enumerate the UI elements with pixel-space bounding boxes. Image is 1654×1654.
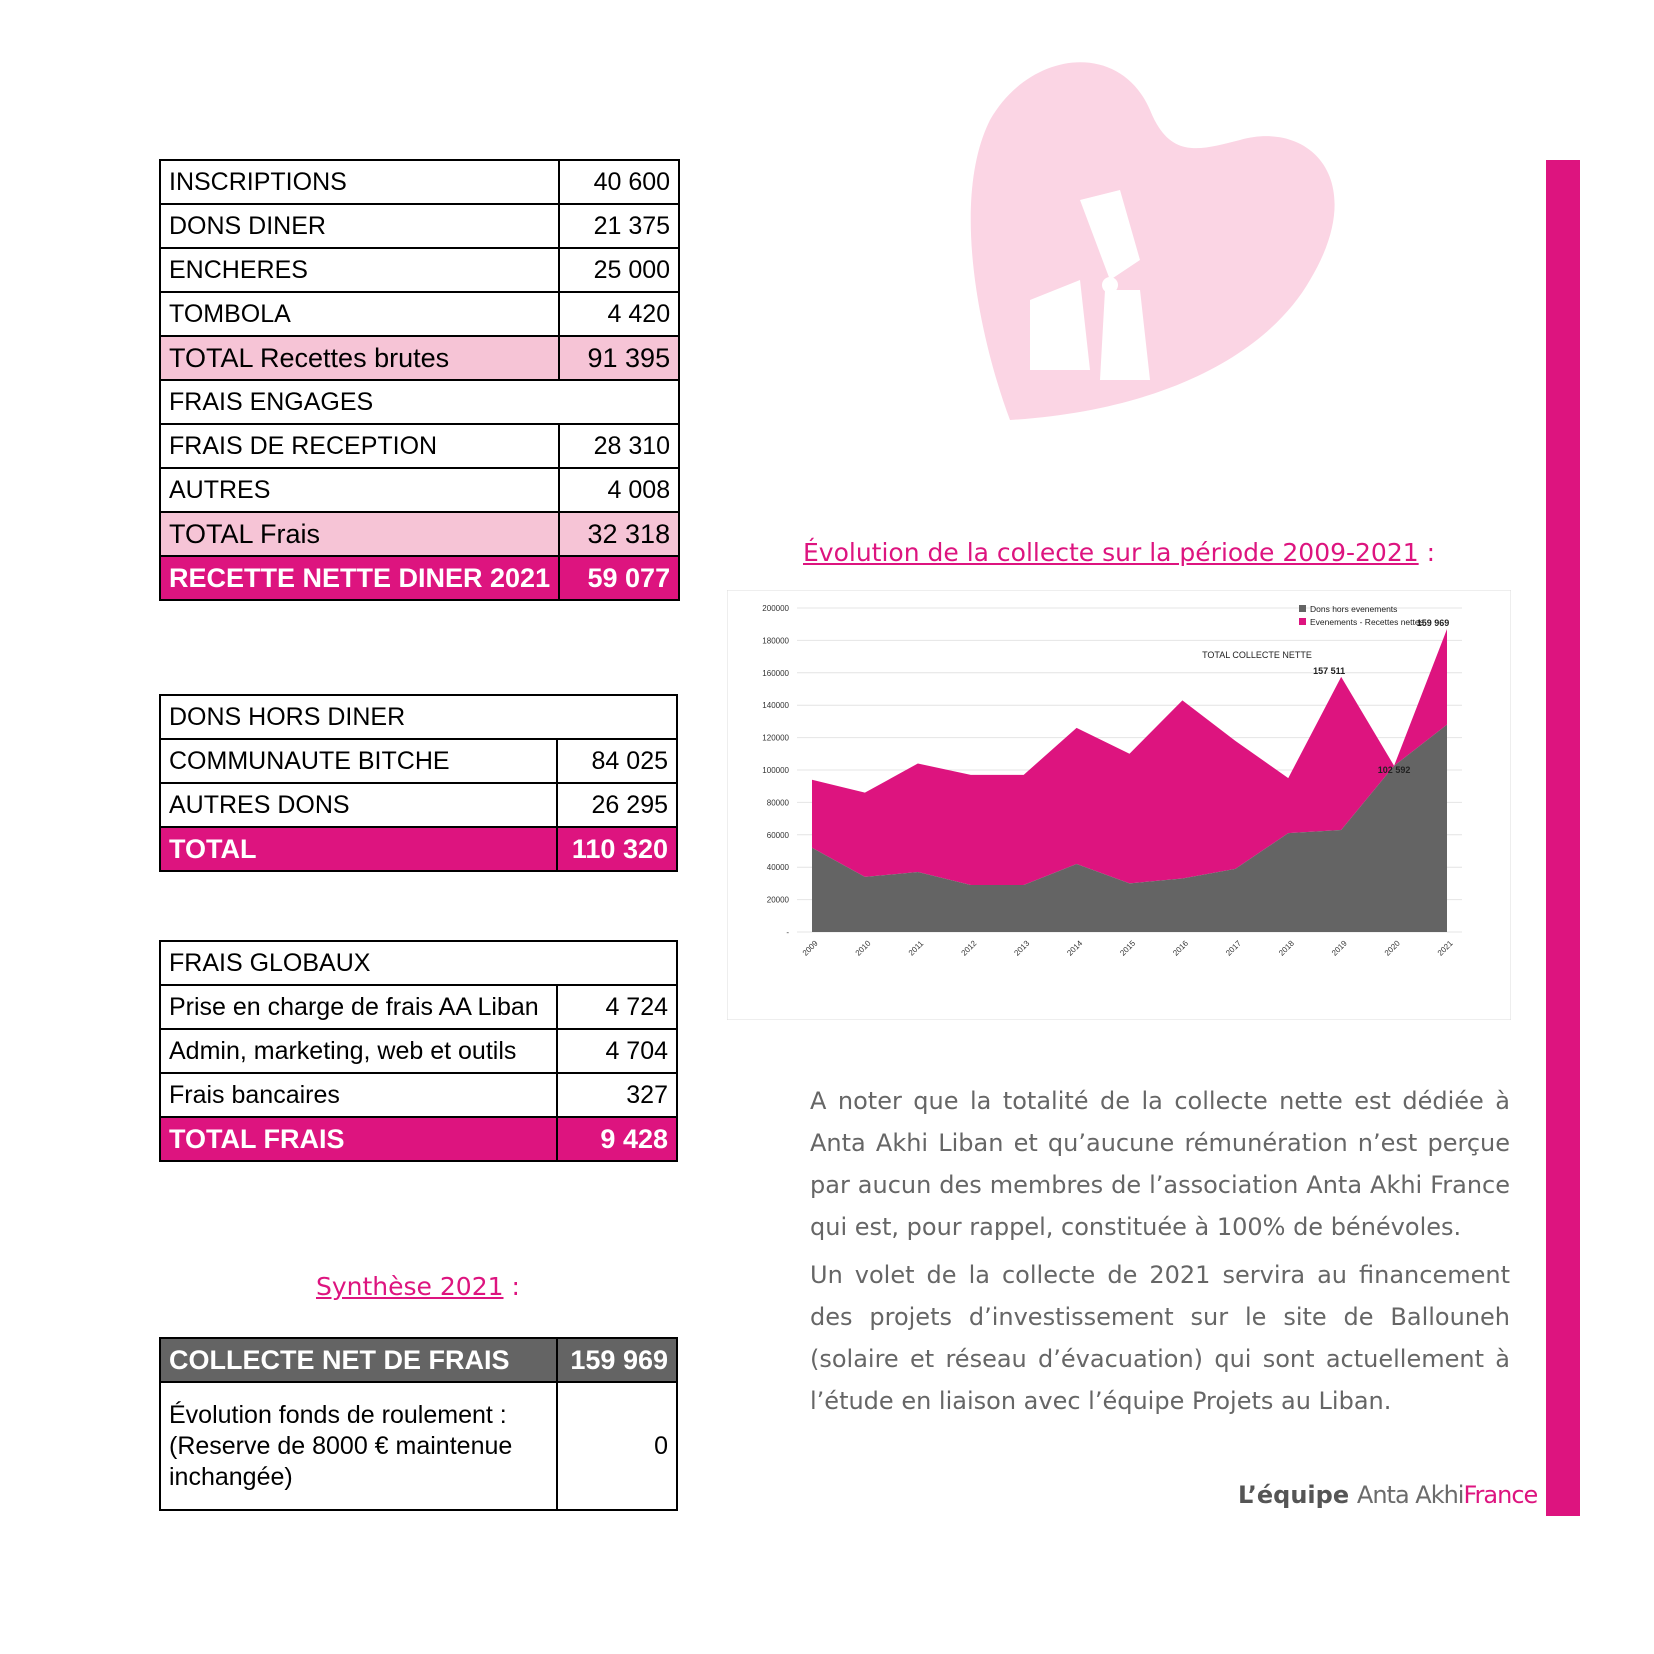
note-paragraph: A noter que la totalité de la collecte nette est dédiée à Anta Akhi Liban et qu’aucune rémunération n’est perçue par aucun des membres de l’association Anta Akhi France qui est, pour rappel, constituée à 100% de bénévoles. xyxy=(810,1087,1510,1241)
table-row xyxy=(160,204,679,248)
row-label: ENCHERES xyxy=(160,248,559,292)
synthese-title-suffix: : xyxy=(503,1272,520,1301)
section-header-row xyxy=(160,941,677,985)
data-label: 159 969 xyxy=(1416,618,1450,629)
legend-label: Dons hors evenements xyxy=(1310,604,1398,614)
x-tick-label: 2016 xyxy=(1171,938,1191,958)
y-tick-label: 200000 xyxy=(762,604,789,613)
synthese-table xyxy=(159,1337,678,1511)
row-value: 9 428 xyxy=(557,1117,677,1161)
chart-section-title-suffix: : xyxy=(1418,538,1436,567)
y-tick-label: 100000 xyxy=(762,766,789,775)
table-row xyxy=(160,292,679,336)
x-tick-label: 2012 xyxy=(959,938,979,958)
y-tick-label: 80000 xyxy=(766,798,789,808)
dons-hors-diner-table xyxy=(159,694,678,872)
section-header-row xyxy=(160,695,677,739)
y-tick-label: 120000 xyxy=(762,733,789,743)
x-tick-label: 2013 xyxy=(1012,938,1032,958)
row-value: 26 295 xyxy=(557,783,677,827)
section-header: FRAIS GLOBAUX xyxy=(160,941,677,985)
row-value: 84 025 xyxy=(557,739,677,783)
chart-section-title-text: Évolution de la collecte sur la période 2009-2021 xyxy=(803,538,1419,567)
section-header: FRAIS ENGAGES xyxy=(160,380,679,424)
table-row xyxy=(160,985,677,1029)
x-tick-label: 2018 xyxy=(1277,938,1296,958)
row-label: COLLECTE NET DE FRAIS xyxy=(160,1338,557,1382)
row-value: 4 724 xyxy=(557,985,677,1029)
x-tick-label: 2011 xyxy=(906,938,926,958)
row-label: INSCRIPTIONS xyxy=(160,160,559,204)
y-tick-label: - xyxy=(786,928,789,937)
section-header-row xyxy=(160,380,679,424)
y-tick-label: 60000 xyxy=(766,830,789,840)
legend-label: Evenements - Recettes nettes xyxy=(1310,617,1424,627)
row-label: Frais bancaires xyxy=(160,1073,557,1117)
table-row xyxy=(160,1073,677,1117)
subtotal-row xyxy=(160,512,679,556)
total-row xyxy=(160,827,677,871)
table-row xyxy=(160,160,679,204)
row-value: 4 420 xyxy=(559,292,679,336)
y-tick-label: 20000 xyxy=(766,895,789,905)
table-row xyxy=(160,1029,677,1073)
chart-inner-title: TOTAL COLLECTE NETTE xyxy=(1202,650,1312,660)
row-value: 159 969 xyxy=(557,1338,677,1382)
data-label: 157 511 xyxy=(1313,665,1346,676)
row-label: Prise en charge de frais AA Liban xyxy=(160,985,557,1029)
collecte-area-chart xyxy=(727,590,1511,1020)
row-value: 91 395 xyxy=(559,336,679,380)
row-value: 32 318 xyxy=(559,512,679,556)
table-row xyxy=(160,783,677,827)
table-row xyxy=(160,424,679,468)
x-tick-label: 2010 xyxy=(853,938,873,958)
table-row xyxy=(160,1382,677,1510)
row-value: 25 000 xyxy=(559,248,679,292)
row-label: COMMUNAUTE BITCHE xyxy=(160,739,557,783)
table-row xyxy=(160,739,677,783)
note-paragraph: Un volet de la collecte de 2021 servira au financement des projets d’investissement sur le site de Ballouneh (solaire et réseau d’évacuation) qui sont actuellement à l’étude en liaison avec l’équipe Projets au Liban. xyxy=(810,1261,1510,1415)
signature-brand: Anta Akhi xyxy=(1356,1481,1464,1509)
row-label: TOTAL Frais xyxy=(160,512,559,556)
signature-brand-accent: France xyxy=(1463,1481,1538,1509)
row-label: AUTRES DONS xyxy=(160,783,557,827)
table-row xyxy=(160,468,679,512)
row-value: 4 704 xyxy=(557,1029,677,1073)
x-tick-label: 2015 xyxy=(1118,938,1138,958)
subtotal-row xyxy=(160,336,679,380)
total-row xyxy=(160,1338,677,1382)
frais-globaux-table xyxy=(159,940,678,1162)
synthese-title xyxy=(316,1272,536,1301)
y-tick-label: 140000 xyxy=(762,701,789,711)
row-value: 0 xyxy=(557,1382,677,1510)
row-label: Admin, marketing, web et outils xyxy=(160,1029,557,1073)
x-tick-label: 2009 xyxy=(800,938,820,958)
x-tick-label: 2017 xyxy=(1224,938,1244,958)
row-value: 4 008 xyxy=(559,468,679,512)
row-value: 21 375 xyxy=(559,204,679,248)
logo-heart-icon xyxy=(970,40,1350,460)
legend-swatch xyxy=(1299,618,1306,625)
row-value: 110 320 xyxy=(557,827,677,871)
synthese-title-text: Synthèse 2021 xyxy=(316,1272,504,1301)
row-label: FRAIS DE RECEPTION xyxy=(160,424,559,468)
row-label: TOTAL Recettes brutes xyxy=(160,336,559,380)
row-label: TOTAL FRAIS xyxy=(160,1117,557,1161)
total-row xyxy=(160,556,679,600)
row-value: 327 xyxy=(557,1073,677,1117)
chart-section-title xyxy=(803,538,1463,567)
row-label: DONS DINER xyxy=(160,204,559,248)
y-tick-label: 160000 xyxy=(762,668,789,678)
x-tick-label: 2020 xyxy=(1382,938,1402,958)
data-label: 102 592 xyxy=(1377,764,1411,775)
y-tick-label: 40000 xyxy=(766,863,789,873)
legend-swatch xyxy=(1299,605,1306,612)
row-value: 59 077 xyxy=(559,556,679,600)
row-value: 40 600 xyxy=(559,160,679,204)
note-text xyxy=(810,1080,1510,1428)
row-value: 28 310 xyxy=(559,424,679,468)
table-row xyxy=(160,248,679,292)
total-row xyxy=(160,1117,677,1161)
section-header: DONS HORS DINER xyxy=(160,695,677,739)
signature-team: L’équipe xyxy=(1238,1481,1350,1509)
y-tick-label: 180000 xyxy=(762,636,789,646)
row-label: AUTRES xyxy=(160,468,559,512)
row-label: Évolution fonds de roulement : (Reserve de 8000 € maintenue inchangée) xyxy=(160,1382,557,1510)
row-label: TOTAL xyxy=(160,827,557,871)
row-label: TOMBOLA xyxy=(160,292,559,336)
signature xyxy=(1238,1478,1538,1510)
x-tick-label: 2014 xyxy=(1065,938,1085,958)
diner-table xyxy=(159,159,680,601)
row-label: RECETTE NETTE DINER 2021 xyxy=(160,556,559,600)
x-tick-label: 2019 xyxy=(1329,938,1349,958)
x-tick-label: 2021 xyxy=(1435,938,1455,958)
side-accent-bar xyxy=(1546,160,1580,1516)
